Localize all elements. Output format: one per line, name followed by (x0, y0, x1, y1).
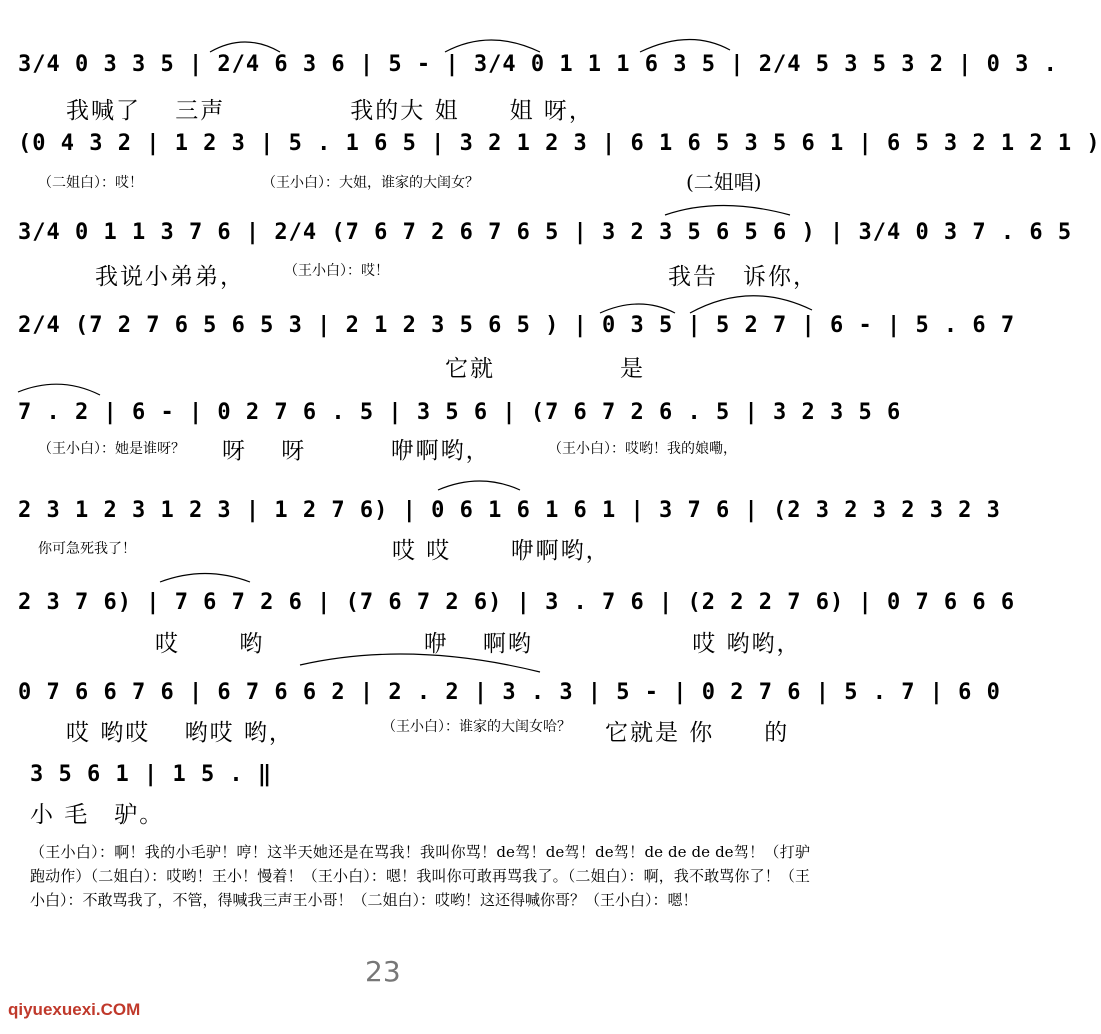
slur-arc (438, 481, 520, 490)
score-row-3-lyrics: 我说小弟弟， (95, 264, 245, 290)
score-row-7-notes: 2 3 7 6) | 7 6 7 2 6 | (7 6 7 2 6) | 3 . 7 6 | (2 2 2 7 6) | 0 7 6 6 6 (18, 590, 1016, 615)
slur-arc (300, 654, 540, 672)
slur-arc (665, 206, 790, 216)
score-row-8-lyrics-right: 它就是 你 的 (605, 720, 790, 746)
score-row-3-aside-1: （王小白）：哎！ (284, 263, 389, 279)
score-row-5-aside-2: （王小白）：哎哟！我的娘嘞， (548, 441, 737, 457)
score-row-9-notes: 3 5 6 1 | 1 5 . ‖ (30, 762, 273, 787)
score-row-5-notes: 7 . 2 | 6 - | 0 2 7 6 . 5 | 3 5 6 | (7 6 7 2 6 . 5 | 3 2 3 5 6 (18, 400, 902, 425)
score-row-2-aside-2: （王小白）：大姐，谁家的大闺女？ (262, 175, 479, 191)
score-row-6-lyrics: 哎 哎 咿啊哟， (392, 538, 611, 564)
score-row-8-aside-1: （王小白）：谁家的大闺女哈？ (382, 719, 571, 735)
dialogue-paragraph: （王小白）：啊！我的小毛驴！哼！这半天她还是在骂我！我叫你骂！de驾！de驾！de驾！de de de de驾！（打驴跑动作）（二姐白）：哎哟！王小！慢着！（王小白）：嗯！我叫你可敢再骂我了。（二姐白）：啊，我不敢骂你了！（王小白）：不敢骂我了，不管，得喊我三声王小哥！（二姐白）：哎哟！这还得喊你哥？（王小白）：嗯！ (30, 843, 810, 909)
slur-arc (160, 574, 250, 583)
slur-arc (640, 39, 730, 52)
score-row-9-lyrics: 小 毛 驴。 (30, 802, 165, 828)
slur-arc (18, 384, 100, 395)
slur-arc (445, 40, 540, 52)
score-row-3-notes: 3/4 0 1 1 3 7 6 | 2/4 (7 6 7 2 6 7 6 5 | 3 2 3 5 6 5 6 ) | 3/4 0 3 7 . 6 5 (18, 220, 1073, 245)
score-row-2-aside-1: （二姐白）：哎！ (38, 175, 143, 191)
score-row-1-lyrics: 我喊了 三声 我的大 姐 姐 呀， (66, 98, 594, 124)
page-number: 23 (365, 955, 401, 988)
score-row-2-sing-note: (二姐唱) (686, 170, 762, 194)
score-row-4-notes: 2/4 (7 2 7 6 5 6 5 3 | 2 1 2 3 5 6 5 ) | 0 3 5 | 5 2 7 | 6 - | 5 . 6 7 (18, 313, 1016, 338)
score-row-2-notes: (0 4 3 2 | 1 2 3 | 5 . 1 6 5 | 3 2 1 2 3 | 6 1 6 5 3 5 6 1 | 6 5 3 2 1 2 1 ) (18, 131, 1101, 156)
score-row-7-lyrics: 哎 哟 咿 啊哟 哎 哟哟， (155, 631, 802, 657)
score-row-5-lyrics: 呀 呀 咿啊哟， (222, 438, 491, 464)
slur-arc (600, 304, 675, 313)
score-row-8-notes: 0 7 6 6 7 6 | 6 7 6 6 2 | 2 . 2 | 3 . 3 | 5 - | 0 2 7 6 | 5 . 7 | 6 0 (18, 680, 1001, 705)
slur-arc (210, 42, 280, 52)
score-row-5-aside-1: （王小白）：她是谁呀？ (38, 441, 185, 457)
score-row-6-notes: 2 3 1 2 3 1 2 3 | 1 2 7 6) | 0 6 1 6 1 6 1 | 3 7 6 | (2 3 2 3 2 3 2 3 (18, 498, 1001, 523)
site-watermark: qiyuexuexi.COM (8, 1000, 141, 1019)
score-row-8-lyrics: 哎 哟哎 哟哎 哟， (66, 720, 294, 746)
score-row-6-aside-1: 你可急死我了！ (38, 541, 136, 557)
score-row-4-lyrics: 它就 是 (445, 356, 645, 382)
score-row-1-notes: 3/4 0 3 3 5 | 2/4 6 3 6 | 5 - | 3/4 0 1 1 1 6 3 5 | 2/4 5 3 5 3 2 | 0 3 . (18, 52, 1058, 77)
slur-arc (690, 296, 812, 313)
score-row-3-lyrics-right: 我告 诉你， (668, 264, 818, 290)
